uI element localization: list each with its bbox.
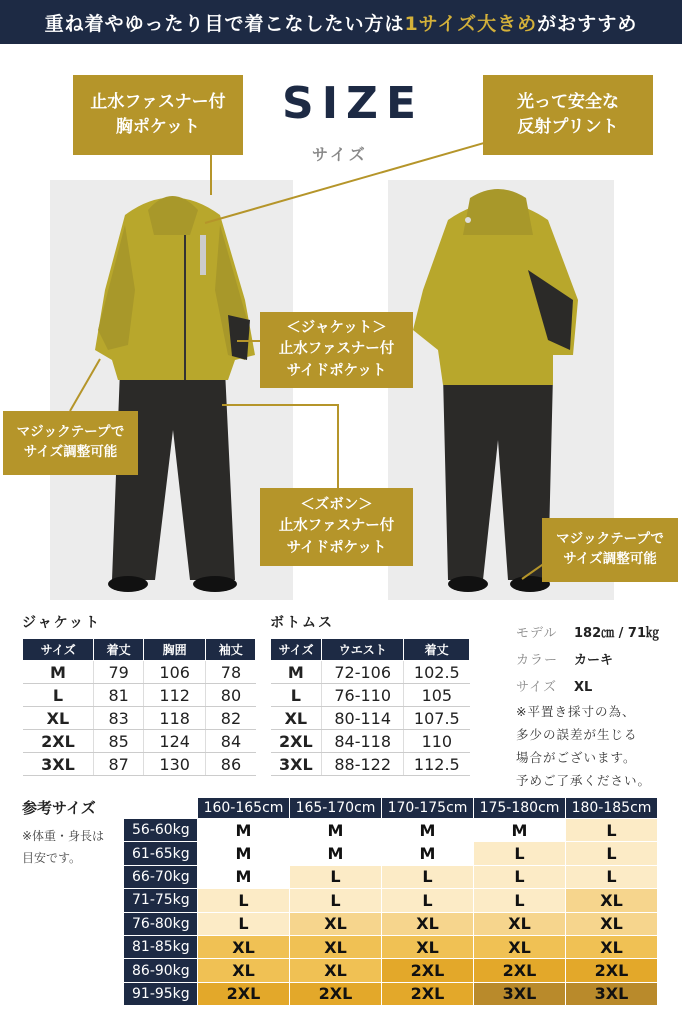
leader-line: [337, 404, 339, 488]
jacket-table-title: ジャケット: [22, 615, 102, 631]
size-cell: L: [566, 842, 658, 865]
table-row: [124, 865, 658, 888]
table-cell: 86: [206, 753, 256, 776]
table-cell: 112: [143, 684, 205, 707]
banner-text: 重ね着やゆったり目で着こなしたい方は: [44, 12, 405, 35]
weight-header: 91-95kg: [124, 982, 198, 1005]
table-cell: 84: [206, 730, 256, 753]
size-cell: XL: [198, 959, 290, 982]
table-cell: 76-110: [322, 684, 404, 707]
table-cell: 83: [94, 707, 144, 730]
table-cell: 81: [94, 684, 144, 707]
size-cell: L: [290, 865, 382, 888]
table-row: [124, 959, 658, 982]
size-cell: M: [290, 842, 382, 865]
size-cell: XL: [198, 935, 290, 958]
column-header: 着丈: [94, 639, 144, 661]
table-row: [23, 684, 256, 707]
table-row: [23, 661, 256, 684]
size-cell: XL: [566, 935, 658, 958]
weight-header: 86-90kg: [124, 959, 198, 982]
table-row: [124, 982, 658, 1005]
column-header: 胸囲: [143, 639, 205, 661]
size-cell: M: [290, 819, 382, 842]
table-row: [271, 707, 470, 730]
size-cell: XL: [290, 912, 382, 935]
size-cell: L: [290, 889, 382, 912]
table-cell: XL: [23, 707, 94, 730]
size-cell: L: [566, 819, 658, 842]
table-cell: 3XL: [23, 753, 94, 776]
table-cell: 118: [143, 707, 205, 730]
size-cell: L: [566, 865, 658, 888]
size-cell: XL: [290, 935, 382, 958]
bottoms-size-table: [270, 638, 470, 776]
table-cell: 105: [404, 684, 470, 707]
size-cell: M: [474, 819, 566, 842]
height-header: 165-170cm: [290, 798, 382, 819]
size-cell: L: [382, 865, 474, 888]
table-cell: 102.5: [404, 661, 470, 684]
banner-highlight: 1サイズ大きめ: [404, 12, 538, 35]
reference-size-table: [123, 797, 658, 1006]
bottoms-table-title: ボトムス: [270, 615, 334, 631]
jacket-size-table: [22, 638, 256, 776]
callout-velcro-right: マジックテープで サイズ調整可能: [542, 518, 678, 582]
size-cell: 2XL: [566, 959, 658, 982]
column-header: 着丈: [404, 639, 470, 661]
size-cell: L: [474, 842, 566, 865]
table-row: [271, 753, 470, 776]
banner-text-end: がおすすめ: [537, 12, 638, 35]
table-cell: 82: [206, 707, 256, 730]
table-cell: 112.5: [404, 753, 470, 776]
callout-velcro-left: マジックテープで サイズ調整可能: [3, 411, 138, 475]
table-cell: 80-114: [322, 707, 404, 730]
size-cell: XL: [382, 912, 474, 935]
reference-title: 参考サイズ: [22, 799, 96, 817]
size-cell: 2XL: [382, 982, 474, 1005]
table-cell: 72-106: [322, 661, 404, 684]
top-banner: [0, 0, 682, 44]
size-cell: XL: [474, 935, 566, 958]
size-cell: XL: [566, 912, 658, 935]
table-cell: 124: [143, 730, 205, 753]
model-info: モデル 182㎝ / 71㎏ カラー カーキ サイズ XL: [516, 626, 660, 695]
weight-header: 56-60kg: [124, 819, 198, 842]
table-cell: 87: [94, 753, 144, 776]
height-header: 175-180cm: [474, 798, 566, 819]
size-cell: XL: [474, 912, 566, 935]
table-row: [23, 753, 256, 776]
table-row: [124, 912, 658, 935]
table-cell: 110: [404, 730, 470, 753]
weight-header: 81-85kg: [124, 935, 198, 958]
size-cell: L: [382, 889, 474, 912]
table-cell: 78: [206, 661, 256, 684]
column-header: サイズ: [23, 639, 94, 661]
size-cell: L: [198, 912, 290, 935]
table-cell: L: [23, 684, 94, 707]
table-row: [271, 730, 470, 753]
table-cell: L: [271, 684, 322, 707]
size-cell: M: [198, 842, 290, 865]
table-cell: 80: [206, 684, 256, 707]
table-row: [23, 730, 256, 753]
size-cell: XL: [382, 935, 474, 958]
table-cell: 106: [143, 661, 205, 684]
table-row: [23, 707, 256, 730]
callout-jacket-side-pocket: ＜ジャケット＞ 止水ファスナー付 サイドポケット: [260, 312, 413, 388]
table-row: [124, 819, 658, 842]
table-cell: M: [271, 661, 322, 684]
size-cell: L: [474, 865, 566, 888]
size-cell: 2XL: [290, 982, 382, 1005]
height-header: 160-165cm: [198, 798, 290, 819]
size-cell: L: [198, 889, 290, 912]
page-title: SIZE: [282, 78, 425, 129]
table-row: [124, 842, 658, 865]
table-row: [271, 661, 470, 684]
size-cell: XL: [290, 959, 382, 982]
callout-chest-pocket: 止水ファスナー付 胸ポケット: [73, 75, 243, 155]
size-cell: 2XL: [382, 959, 474, 982]
table-cell: 107.5: [404, 707, 470, 730]
size-cell: M: [198, 819, 290, 842]
table-cell: M: [23, 661, 94, 684]
table-cell: 84-118: [322, 730, 404, 753]
column-header: サイズ: [271, 639, 322, 661]
table-row: [271, 684, 470, 707]
leader-line: [237, 340, 261, 342]
callout-reflective-print: 光って安全な 反射プリント: [483, 75, 653, 155]
table-cell: 85: [94, 730, 144, 753]
front-photo: [50, 180, 293, 600]
table-cell: 3XL: [271, 753, 322, 776]
size-cell: M: [382, 819, 474, 842]
front-model-illustration: [50, 180, 293, 600]
table-cell: 2XL: [23, 730, 94, 753]
weight-header: 61-65kg: [124, 842, 198, 865]
weight-header: 76-80kg: [124, 912, 198, 935]
size-cell: XL: [566, 889, 658, 912]
table-row: [124, 889, 658, 912]
table-cell: XL: [271, 707, 322, 730]
column-header: 袖丈: [206, 639, 256, 661]
size-cell: L: [474, 889, 566, 912]
measurement-note: ※平置き採寸の為、 多少の誤差が生じる 場合がございます。 予めご了承ください。: [516, 704, 652, 788]
table-cell: 88-122: [322, 753, 404, 776]
size-cell: 2XL: [198, 982, 290, 1005]
column-header: ウエスト: [322, 639, 404, 661]
size-cell: M: [382, 842, 474, 865]
reference-note: ※体重・身長は 目安です。: [22, 829, 105, 865]
leader-line: [222, 404, 338, 406]
weight-header: 66-70kg: [124, 865, 198, 888]
size-cell: 3XL: [474, 982, 566, 1005]
callout-pants-side-pocket: ＜ズボン＞ 止水ファスナー付 サイドポケット: [260, 488, 413, 566]
size-cell: 2XL: [474, 959, 566, 982]
table-row: [124, 935, 658, 958]
weight-header: 71-75kg: [124, 889, 198, 912]
table-cell: 79: [94, 661, 144, 684]
size-cell: M: [198, 865, 290, 888]
table-cell: 130: [143, 753, 205, 776]
height-header: 180-185cm: [566, 798, 658, 819]
size-cell: 3XL: [566, 982, 658, 1005]
page-subtitle: サイズ: [312, 145, 368, 164]
leader-line: [210, 155, 212, 195]
height-header: 170-175cm: [382, 798, 474, 819]
table-cell: 2XL: [271, 730, 322, 753]
